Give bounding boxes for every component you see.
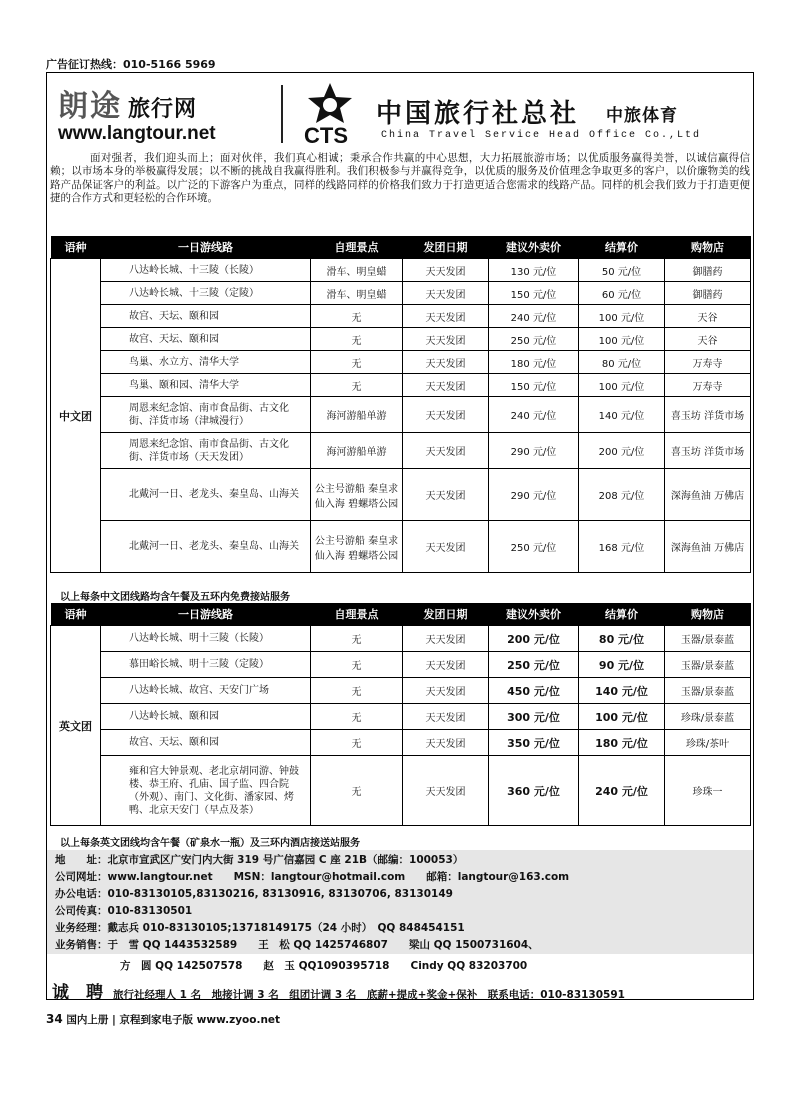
route-cell: 八达岭长城、颐和园 bbox=[101, 704, 311, 730]
dates-cell: 天天发团 bbox=[403, 397, 489, 433]
table-row bbox=[51, 433, 751, 469]
dates-cell: 天天发团 bbox=[403, 652, 489, 678]
dates-cell: 天天发团 bbox=[403, 626, 489, 652]
shop-cell: 御膳药 bbox=[665, 282, 751, 305]
website-line[interactable]: 公司网址：www.langtour.net MSN：langtour@hotmail.com 邮箱：langtour@163.com bbox=[55, 871, 570, 883]
intro-text: 面对强者，我们迎头而上；面对伙伴，我们真心相诚；秉承合作共赢的中心思想，大力拓展旅游市场；以优质服务赢得美誉，以诚信赢得信赖；以市场本身的举极赢得发展；以不断的挑战自我赢得胜利。我们积极参与并赢得竞争，以优质的服务及价值理念争取更多的客户，以价廉物美的线路产品保证客户的利益。以广泛的下游客户为重点，同样的线路同样的价格我们致力于打造更适合您需求的线路产品。同样的机会我们致力于打造更便捷的合作方式和更轻松的合作环境。 bbox=[50, 152, 750, 204]
language-cell: 英文团 bbox=[51, 626, 101, 826]
shop-cell: 深海鱼油 万佛店 bbox=[665, 521, 751, 573]
shop-cell: 玉器/景泰蓝 bbox=[665, 626, 751, 652]
optional-cell: 公主号游船 秦皇求仙入海 碧螺塔公园 bbox=[311, 521, 403, 573]
settle-cell: 80 元/位 bbox=[579, 351, 665, 374]
dates-cell: 天天发团 bbox=[403, 756, 489, 826]
route-cell: 周恩来纪念馆、南市食品街、古文化街、洋货市场（天天发团） bbox=[101, 433, 311, 469]
price-cell: 250 元/位 bbox=[489, 521, 579, 573]
optional-cell: 海河游船单游 bbox=[311, 433, 403, 469]
route-cell: 故宫、天坛、颐和园 bbox=[101, 328, 311, 351]
settle-cell: 168 元/位 bbox=[579, 521, 665, 573]
dates-cell: 天天发团 bbox=[403, 328, 489, 351]
table-row bbox=[51, 397, 751, 433]
sales-line-1: 业务销售：于 雪 QQ 1443532589 王 松 QQ 1425746807 梁山 QQ 1500731604、 bbox=[55, 939, 539, 951]
shop-cell: 珍珠一 bbox=[665, 756, 751, 826]
table-row bbox=[51, 259, 751, 282]
settle-cell: 90 元/位 bbox=[579, 652, 665, 678]
page-number: 34 bbox=[46, 1012, 63, 1026]
settle-cell: 100 元/位 bbox=[579, 374, 665, 397]
route-cell: 慕田峪长城、明十三陵（定陵） bbox=[101, 652, 311, 678]
language-cell: 中文团 bbox=[51, 259, 101, 573]
optional-cell: 无 bbox=[311, 730, 403, 756]
table-row bbox=[51, 521, 751, 573]
table-header-row bbox=[51, 603, 751, 626]
price-cell: 290 元/位 bbox=[489, 469, 579, 521]
header-route: 一日游线路 bbox=[101, 236, 311, 259]
langtour-logo bbox=[58, 81, 197, 125]
route-cell: 八达岭长城、十三陵（定陵） bbox=[101, 282, 311, 305]
table-row bbox=[51, 756, 751, 826]
chinese-tour-table bbox=[50, 236, 751, 573]
route-cell: 八达岭长城、十三陵（长陵） bbox=[101, 259, 311, 282]
table-row bbox=[51, 351, 751, 374]
sales-line-2: 方 圆 QQ 142507578 赵 玉 QQ1090395718 Cindy QQ 83203700 bbox=[120, 960, 528, 972]
settle-cell: 100 元/位 bbox=[579, 305, 665, 328]
shop-cell: 玉器/景泰蓝 bbox=[665, 678, 751, 704]
cts-name: 中国旅行社总社 bbox=[376, 99, 580, 129]
header-dates: 发团日期 bbox=[403, 603, 489, 626]
price-cell: 360 元/位 bbox=[489, 756, 579, 826]
cts-star-icon bbox=[306, 81, 354, 125]
route-cell: 鸟巢、颐和园、清华大学 bbox=[101, 374, 311, 397]
dates-cell: 天天发团 bbox=[403, 282, 489, 305]
optional-cell: 无 bbox=[311, 351, 403, 374]
optional-cell: 无 bbox=[311, 678, 403, 704]
settle-cell: 100 元/位 bbox=[579, 704, 665, 730]
settle-cell: 140 元/位 bbox=[579, 397, 665, 433]
route-cell: 八达岭长城、明十三陵（长陵） bbox=[101, 626, 311, 652]
langtour-url[interactable]: www.langtour.net bbox=[58, 123, 216, 144]
dates-cell: 天天发团 bbox=[403, 351, 489, 374]
office-phone-line: 办公电话：010-83130105,83130216, 83130916, 83130706, 83130149 bbox=[55, 888, 453, 900]
table-row bbox=[51, 678, 751, 704]
table-row bbox=[51, 652, 751, 678]
dates-cell: 天天发团 bbox=[403, 469, 489, 521]
price-cell: 180 元/位 bbox=[489, 351, 579, 374]
english-tour-note: 以上每条英文团线均含午餐（矿泉水一瓶）及三环内酒店接送站服务 bbox=[60, 838, 360, 849]
shop-cell: 天谷 bbox=[665, 328, 751, 351]
settle-cell: 50 元/位 bbox=[579, 259, 665, 282]
price-cell: 250 元/位 bbox=[489, 328, 579, 351]
price-cell: 240 元/位 bbox=[489, 397, 579, 433]
dates-cell: 天天发团 bbox=[403, 259, 489, 282]
table-row bbox=[51, 328, 751, 351]
header-language: 语种 bbox=[51, 236, 101, 259]
table-row bbox=[51, 374, 751, 397]
cts-english-name: China Travel Service Head Office Co.,Ltd bbox=[381, 130, 702, 141]
route-cell: 故宫、天坛、颐和园 bbox=[101, 305, 311, 328]
header-route: 一日游线路 bbox=[101, 603, 311, 626]
address-line: 地 址：北京市宣武区广安门内大街 319 号广信嘉园 C 座 21B（邮编：100053） bbox=[55, 854, 464, 866]
shop-cell: 喜玉坊 洋货市场 bbox=[665, 397, 751, 433]
page-footer bbox=[46, 1012, 280, 1027]
dates-cell: 天天发团 bbox=[403, 730, 489, 756]
banner-divider bbox=[281, 85, 283, 143]
route-cell: 故宫、天坛、颐和园 bbox=[101, 730, 311, 756]
price-cell: 250 元/位 bbox=[489, 652, 579, 678]
shop-cell: 珍珠/景泰蓝 bbox=[665, 704, 751, 730]
settle-cell: 200 元/位 bbox=[579, 433, 665, 469]
header-shop: 购物店 bbox=[665, 236, 751, 259]
recruit-line bbox=[52, 978, 625, 1003]
settle-cell: 140 元/位 bbox=[579, 678, 665, 704]
fax-line: 公司传真：010-83130501 bbox=[55, 905, 193, 917]
shop-cell: 万寿寺 bbox=[665, 351, 751, 374]
table-row bbox=[51, 730, 751, 756]
shop-cell: 喜玉坊 洋货市场 bbox=[665, 433, 751, 469]
price-cell: 450 元/位 bbox=[489, 678, 579, 704]
dates-cell: 天天发团 bbox=[403, 704, 489, 730]
optional-cell: 公主号游船 秦皇求仙入海 碧螺塔公园 bbox=[311, 469, 403, 521]
header-optional: 自理景点 bbox=[311, 236, 403, 259]
shop-cell: 御膳药 bbox=[665, 259, 751, 282]
route-cell: 八达岭长城、故宫、天安门广场 bbox=[101, 678, 311, 704]
price-cell: 130 元/位 bbox=[489, 259, 579, 282]
shop-cell: 天谷 bbox=[665, 305, 751, 328]
dates-cell: 天天发团 bbox=[403, 433, 489, 469]
header-optional: 自理景点 bbox=[311, 603, 403, 626]
recruit-title: 诚 聘 bbox=[52, 983, 103, 1003]
route-cell: 周恩来纪念馆、南市食品街、古文化街、洋货市场（津城漫行） bbox=[101, 397, 311, 433]
settle-cell: 80 元/位 bbox=[579, 626, 665, 652]
optional-cell: 无 bbox=[311, 652, 403, 678]
cts-division: 中旅体育 bbox=[606, 106, 678, 126]
settle-cell: 60 元/位 bbox=[579, 282, 665, 305]
shop-cell: 珍珠/茶叶 bbox=[665, 730, 751, 756]
shop-cell: 玉器/景泰蓝 bbox=[665, 652, 751, 678]
settle-cell: 100 元/位 bbox=[579, 328, 665, 351]
header-language: 语种 bbox=[51, 603, 101, 626]
footer-section: 国内上册 bbox=[66, 1014, 109, 1026]
english-tour-table bbox=[50, 603, 751, 826]
route-cell: 鸟巢、水立方、清华大学 bbox=[101, 351, 311, 374]
route-cell: 雍和宫大钟景观、老北京胡同游、钟鼓楼、恭王府、孔庙、国子监、四合院（外观）、南门、文化街、潘家园、烤鸭、北京天安门（早点及茶） bbox=[101, 756, 311, 826]
optional-cell: 无 bbox=[311, 704, 403, 730]
optional-cell: 无 bbox=[311, 305, 403, 328]
route-cell: 北戴河一日、老龙头、秦皇岛、山海关 bbox=[101, 521, 311, 573]
price-cell: 300 元/位 bbox=[489, 704, 579, 730]
intro-paragraph bbox=[50, 152, 750, 205]
table-header-row bbox=[51, 236, 751, 259]
header-settle: 结算价 bbox=[579, 603, 665, 626]
table-row bbox=[51, 704, 751, 730]
dates-cell: 天天发团 bbox=[403, 305, 489, 328]
dates-cell: 天天发团 bbox=[403, 521, 489, 573]
settle-cell: 180 元/位 bbox=[579, 730, 665, 756]
manager-line: 业务经理：戴志兵 010-83130105;13718149175（24 小时） QQ 848454151 bbox=[55, 922, 465, 934]
recruit-text: 旅行社经理人 1 名 地接计调 3 名 组团计调 3 名 底薪+提成+奖金+保补 联系电话：010-83130591 bbox=[113, 989, 625, 1001]
shop-cell: 深海鱼油 万佛店 bbox=[665, 469, 751, 521]
header-banner bbox=[46, 73, 754, 151]
footer-brand: 京程到家电子版 www.zyoo.net bbox=[119, 1014, 281, 1026]
optional-cell: 海河游船单游 bbox=[311, 397, 403, 433]
route-cell: 北戴河一日、老龙头、秦皇岛、山海关 bbox=[101, 469, 311, 521]
ad-hotline: 广告征订热线：010-5166 5969 bbox=[46, 58, 216, 71]
cts-abbr: CTS bbox=[304, 123, 348, 148]
header-price: 建议外卖价 bbox=[489, 603, 579, 626]
price-cell: 150 元/位 bbox=[489, 282, 579, 305]
dates-cell: 天天发团 bbox=[403, 374, 489, 397]
settle-cell: 240 元/位 bbox=[579, 756, 665, 826]
table-row bbox=[51, 469, 751, 521]
table-row bbox=[51, 305, 751, 328]
price-cell: 150 元/位 bbox=[489, 374, 579, 397]
optional-cell: 无 bbox=[311, 328, 403, 351]
price-cell: 200 元/位 bbox=[489, 626, 579, 652]
header-dates: 发团日期 bbox=[403, 236, 489, 259]
footer-divider: | bbox=[112, 1014, 116, 1026]
langtour-logo-suffix: 旅行网 bbox=[128, 96, 198, 122]
chinese-tour-note: 以上每条中文团线路均含午餐及五环内免费接站服务 bbox=[60, 592, 290, 603]
langtour-logo-name: 朗途 bbox=[58, 89, 122, 124]
settle-cell: 208 元/位 bbox=[579, 469, 665, 521]
header-settle: 结算价 bbox=[579, 236, 665, 259]
price-cell: 240 元/位 bbox=[489, 305, 579, 328]
table-row bbox=[51, 282, 751, 305]
optional-cell: 无 bbox=[311, 374, 403, 397]
header-price: 建议外卖价 bbox=[489, 236, 579, 259]
contact-block bbox=[47, 850, 753, 954]
price-cell: 350 元/位 bbox=[489, 730, 579, 756]
price-cell: 290 元/位 bbox=[489, 433, 579, 469]
shop-cell: 万寿寺 bbox=[665, 374, 751, 397]
header-shop: 购物店 bbox=[665, 603, 751, 626]
dates-cell: 天天发团 bbox=[403, 678, 489, 704]
optional-cell: 滑车、明皇蜡 bbox=[311, 282, 403, 305]
table-row bbox=[51, 626, 751, 652]
optional-cell: 无 bbox=[311, 756, 403, 826]
optional-cell: 无 bbox=[311, 626, 403, 652]
optional-cell: 滑车、明皇蜡 bbox=[311, 259, 403, 282]
